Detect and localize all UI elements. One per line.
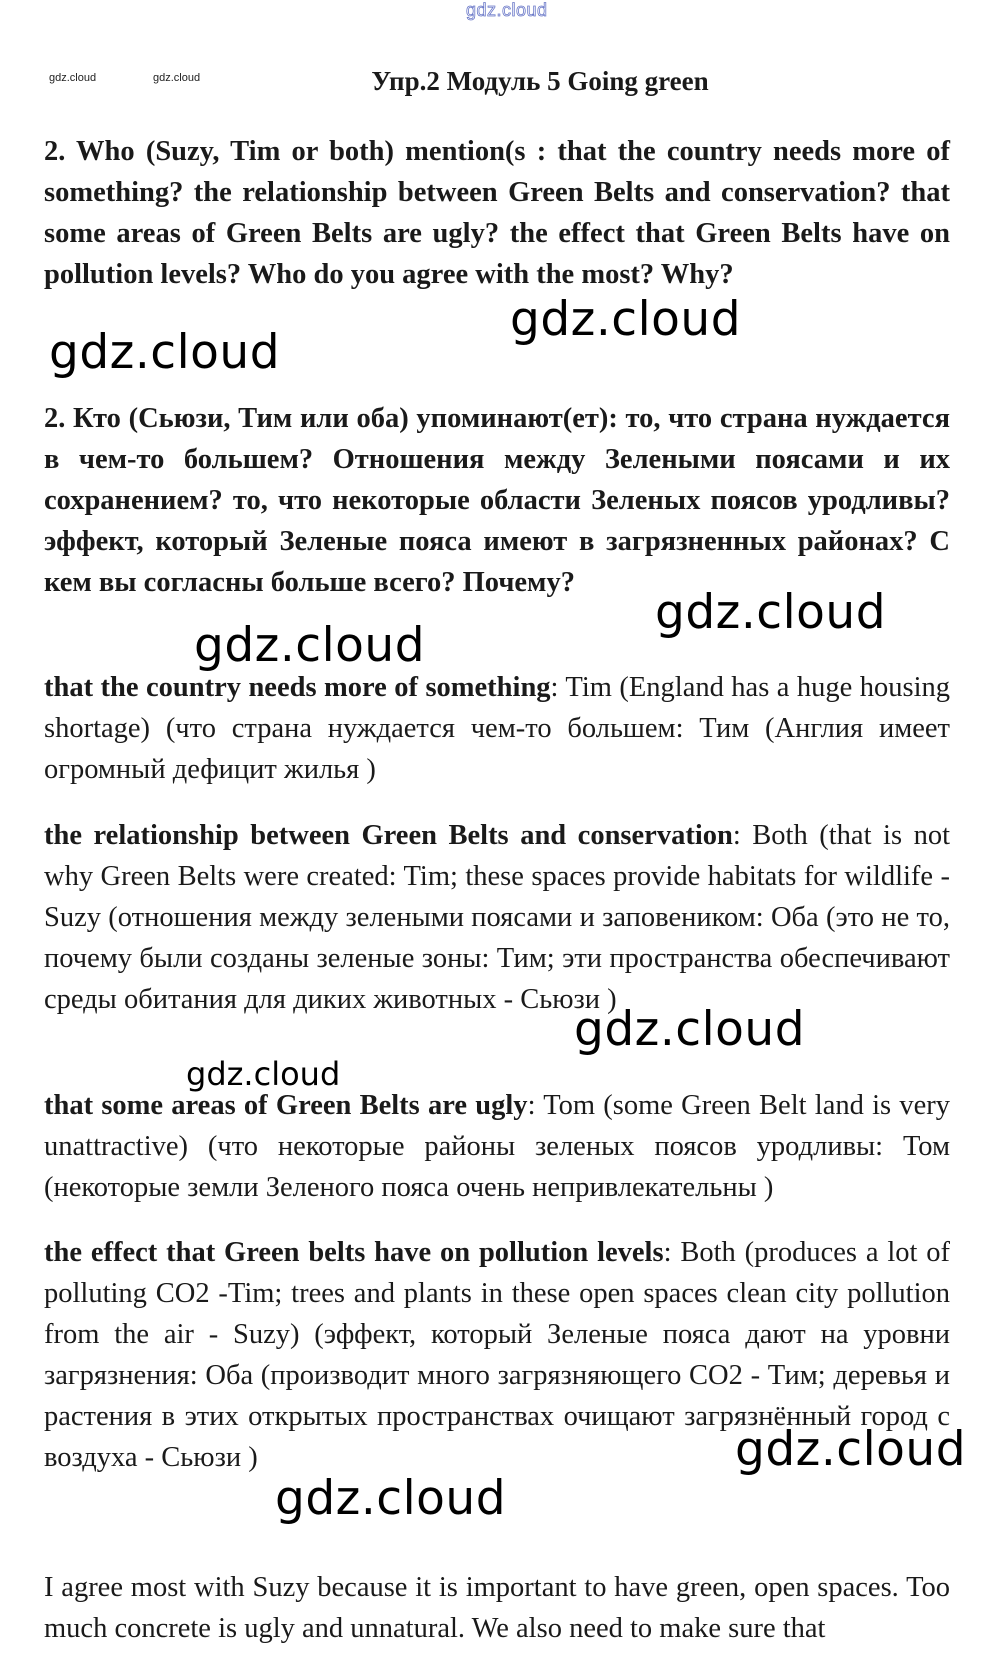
answer-text: : Tim (England has a huge housing shortage) (что страна нуждается чем-то большем: Тим (Англия имеет огромный дефицит жилья )	[44, 672, 950, 785]
answer-text: : Both (that is not why Green Belts were created: Tim; these spaces provide habitats for wildlife - Suzy (отношения между зелеными поясами и заповеником: Оба (это не то, почему были созданы зеленые зоны: Тим; эти пространства обеспечивают среды обитания для диких животных - Сьюзи )	[44, 820, 950, 1015]
answer-heading: the effect that Green belts have on pollution levels	[44, 1237, 664, 1268]
watermark-small: gdz.cloud	[49, 72, 97, 84]
watermark-large: gdz.cloud	[194, 618, 426, 673]
watermark-small: gdz.cloud	[153, 72, 201, 84]
answer-heading: the relationship between Green Belts and conservation	[44, 820, 733, 851]
watermark-large: gdz.cloud	[574, 1002, 806, 1057]
watermark-large: gdz.cloud	[510, 292, 742, 347]
watermark-large: gdz.cloud	[735, 1422, 967, 1477]
answer-text: : Both (produces a lot of polluting CO2 -Tim; trees and plants in these open spaces clean city pollution from the air - Suzy) (эффект, который Зеленые пояса дают на уровни загрязнения: Оба (производит много загрязняющего CO2 - Тим; деревья и растения в этих открытых пространствах очищают загрязнённый город с воздуха - Сьюзи )	[44, 1237, 950, 1473]
answer-item	[44, 667, 950, 790]
page-title: Упр.2 Модуль 5 Going green	[371, 66, 709, 96]
watermark-large: gdz.cloud	[655, 585, 887, 640]
answer-item	[44, 815, 950, 1020]
question-russian: 2. Кто (Сьюзи, Тим или оба) упоминают(ет): то, что страна нуждается в чем-то большем? Отношения между Зелеными поясами и их сохранением? то, что некоторые области Зеленых поясов уродливы? эффект, который Зеленые пояса имеют в загрязненных районах? С кем вы согласны больше всего? Почему?	[44, 403, 950, 598]
conclusion-text: I agree most with Suzy because it is important to have green, open spaces. Too much concrete is ugly and unnatural. We also need to make sure that	[44, 1572, 950, 1644]
watermark-top: gdz.cloud	[466, 0, 548, 20]
answer-heading: that some areas of Green Belts are ugly	[44, 1090, 528, 1121]
watermark-large: gdz.cloud	[49, 325, 281, 380]
question-english: 2. Who (Suzy, Tim or both) mention(s : that the country needs more of something? the relationship between Green Belts and conservation? that some areas of Green Belts are ugly? the effect that Green Belts have on pollution levels? Who do you agree with the most? Why?	[44, 136, 950, 290]
answer-heading: that the country needs more of something	[44, 672, 551, 703]
answer-text: : Tom (some Green Belt land is very unattractive) (что некоторые районы зеленых поясов уродливы: Том (некоторые земли Зеленого пояса очень непривлекательны )	[44, 1090, 950, 1203]
watermark-large: gdz.cloud	[275, 1471, 507, 1526]
answer-item	[44, 1085, 950, 1208]
watermark-medium: gdz.cloud	[186, 1055, 341, 1093]
